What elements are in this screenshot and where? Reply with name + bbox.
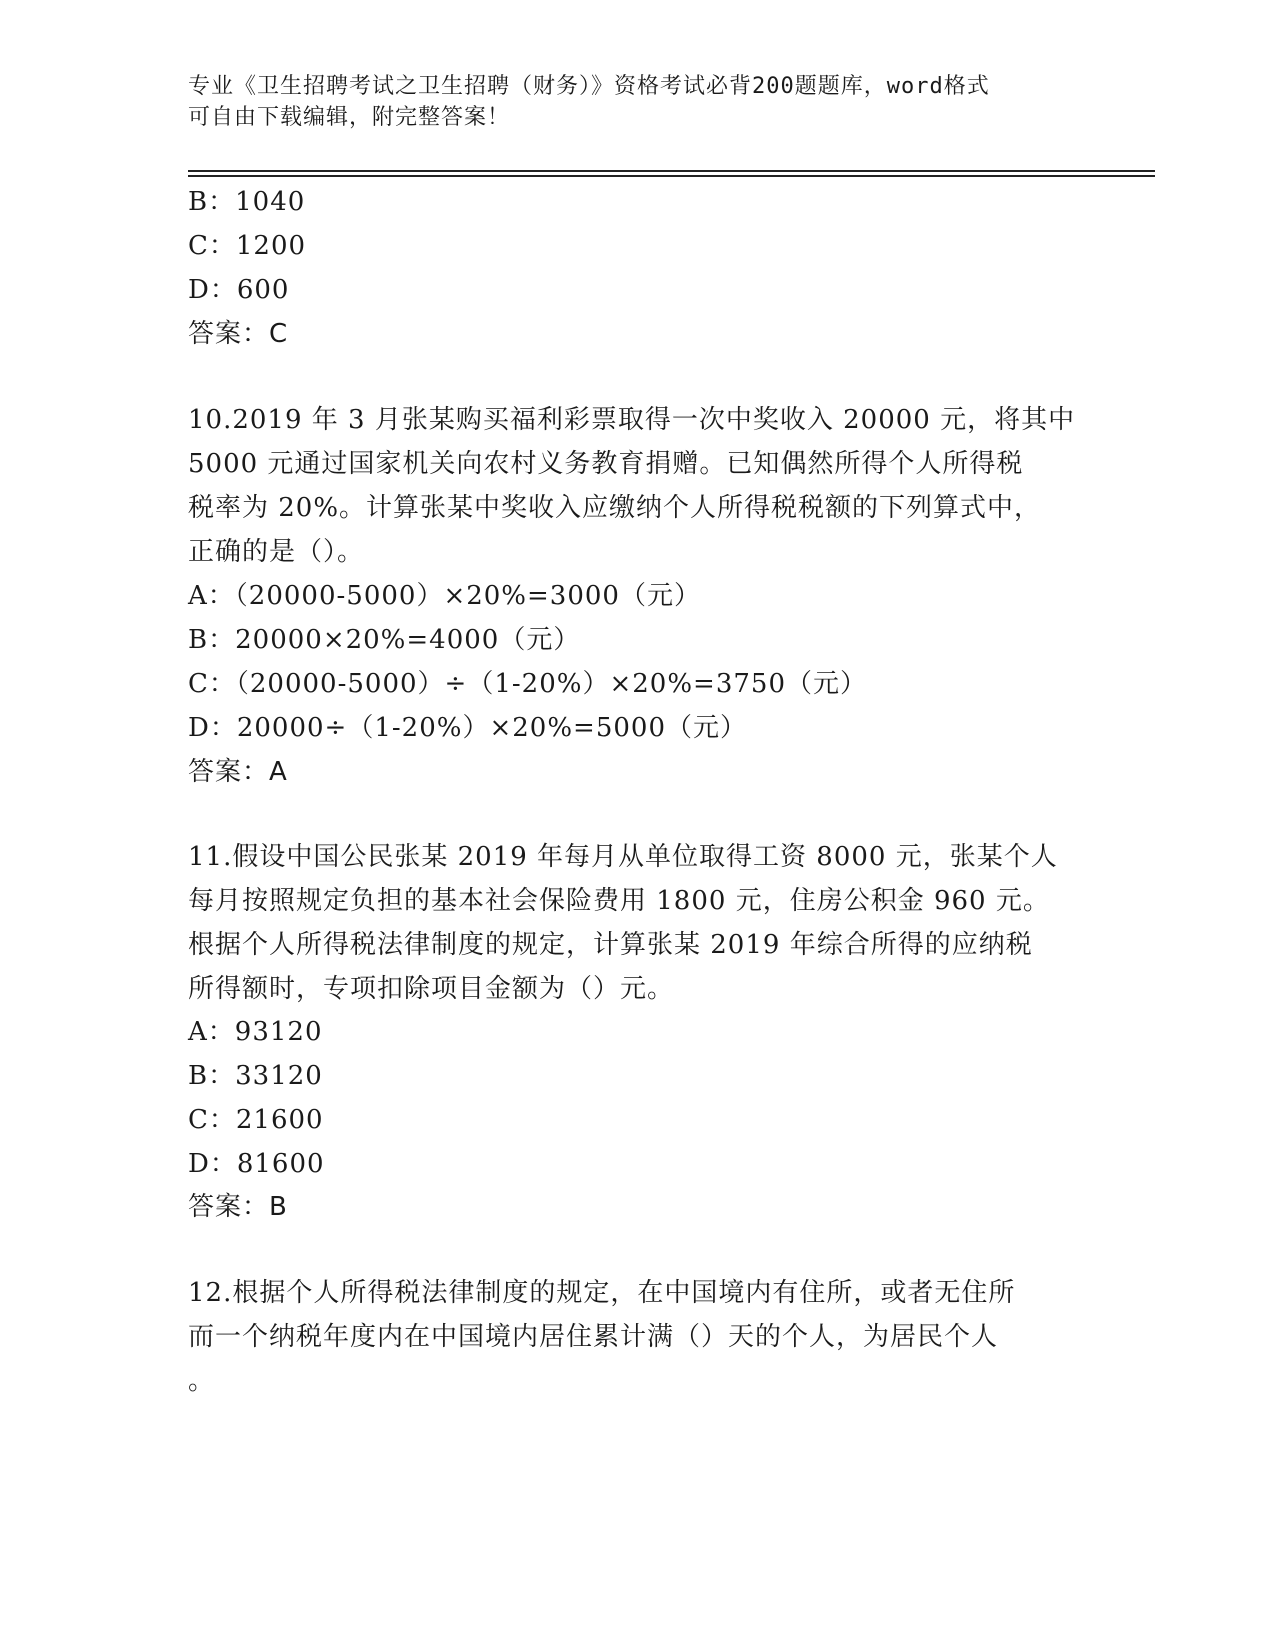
answer-line: 答案：A xyxy=(188,757,288,787)
question-text-line: 根据个人所得税法律制度的规定，计算张某 2019 年综合所得的应纳税 xyxy=(188,930,1033,960)
option-c: C：21600 xyxy=(188,1105,324,1135)
header-title-line-2: 可自由下载编辑，附完整答案！ xyxy=(188,105,511,130)
question-text-line: 。 xyxy=(188,1366,216,1396)
option-b: B：20000×20%=4000（元） xyxy=(188,625,581,655)
question-text-line: 12.根据个人所得税法律制度的规定，在中国境内有住所，或者无住所 xyxy=(188,1278,1016,1308)
option-a: A：93120 xyxy=(188,1017,323,1047)
header-divider-bottom xyxy=(188,175,1155,177)
question-text-line: 11.假设中国公民张某 2019 年每月从单位取得工资 8000 元，张某个人 xyxy=(188,842,1058,872)
header-title-line-1: 专业《卫生招聘考试之卫生招聘（财务）》资格考试必背200题题库，word格式 xyxy=(188,74,990,99)
option-b: B：1040 xyxy=(188,187,306,217)
option-d: D：20000÷（1-20%）×20%=5000（元） xyxy=(188,713,747,743)
answer-line: 答案：B xyxy=(188,1192,288,1222)
question-text-line: 5000 元通过国家机关向农村义务教育捐赠。已知偶然所得个人所得税 xyxy=(188,449,1024,479)
option-c: C：（20000-5000）÷（1-20%）×20%=3750（元） xyxy=(188,669,867,699)
question-text-line: 税率为 20%。计算张某中奖收入应缴纳个人所得税税额的下列算式中， xyxy=(188,493,1042,523)
question-text-line: 所得额时，专项扣除项目金额为（）元。 xyxy=(188,974,675,1004)
question-text-line: 每月按照规定负担的基本社会保险费用 1800 元，住房公积金 960 元。 xyxy=(188,886,1050,916)
option-d: D：81600 xyxy=(188,1149,325,1179)
header-divider-top xyxy=(188,170,1155,172)
question-text-line: 正确的是（）。 xyxy=(188,537,365,567)
question-text-line: 10.2019 年 3 月张某购买福利彩票取得一次中奖收入 20000 元，将其中 xyxy=(188,405,1076,435)
option-c: C：1200 xyxy=(188,231,307,261)
option-a: A：（20000-5000）×20%=3000（元） xyxy=(188,581,701,611)
question-text-line: 而一个纳税年度内在中国境内居住累计满（）天的个人，为居民个人 xyxy=(188,1322,999,1352)
answer-line: 答案：C xyxy=(188,319,289,349)
option-d: D：600 xyxy=(188,275,290,305)
option-b: B：33120 xyxy=(188,1061,323,1091)
